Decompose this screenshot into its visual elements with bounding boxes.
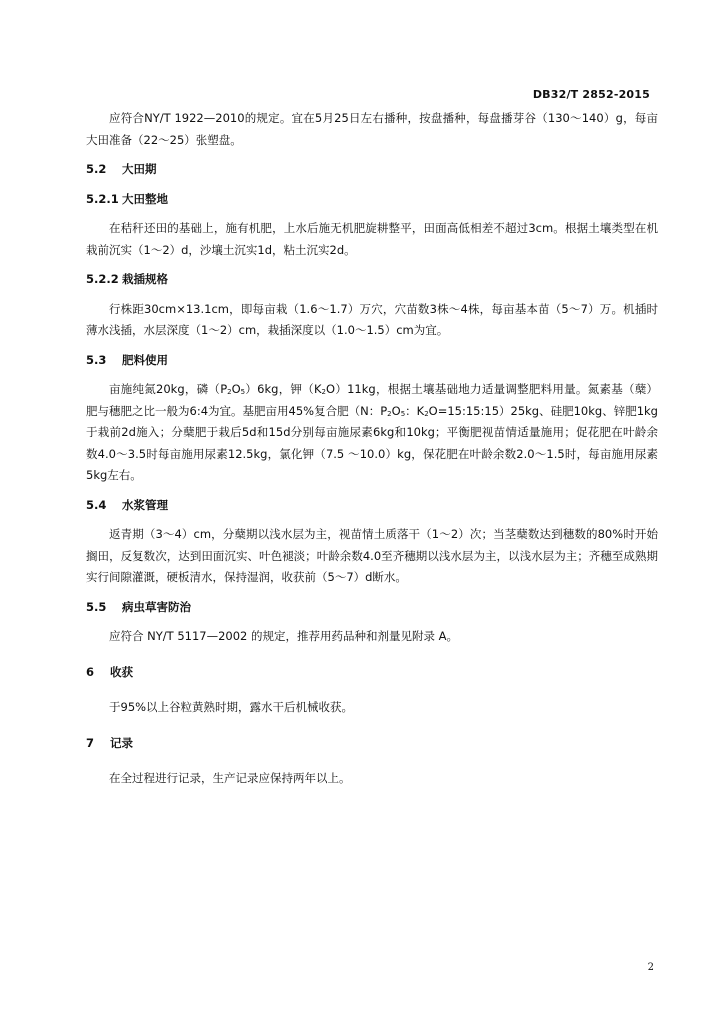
text-run: O — [391, 403, 401, 418]
section-number: 5.2.2 — [86, 272, 119, 286]
page-number: 2 — [647, 962, 654, 973]
subscript: 5 — [400, 409, 406, 418]
section-heading-5-2-1 — [86, 189, 658, 211]
section-heading-5-2 — [86, 159, 658, 181]
section-number: 5.5 — [86, 599, 107, 614]
text-run: ）6kg，钾（K — [245, 382, 322, 396]
paragraph-5-4: 返青期（3～4）cm，分蘖期以浅水层为主，视苗情土质落干（1～2）次；当茎蘖数达到穗数的80%时开始搁田，反复数次，达到田面沉实、叶色褪淡；叶龄余数4.0至齐穗期以浅水层为主，以浅水层为主；齐穗至成熟期实行间隙灌溉，硬板清水，保持湿润，收获前（5～7）d断水。 — [86, 527, 658, 584]
section-number: 5.3 — [86, 352, 107, 367]
document-body — [86, 108, 658, 790]
section-heading-5-4 — [86, 495, 658, 517]
subscript: 2 — [424, 409, 429, 418]
paragraph-5-5: 应符合 NY/T 5117—2002 的规定，推荐用药品种和剂量见附录 A。 — [109, 629, 459, 643]
section-title: 水浆管理 — [122, 497, 168, 512]
text-run: 亩施纯氮20kg，磷（P — [109, 382, 228, 396]
subscript: 2 — [321, 388, 327, 396]
text-run: O）11kg，根据土壤基础地力适量调整肥料用量。氮素基（蘖）肥与穗肥之比一般为6:4为宜。基肥亩用45%复合肥（N：P — [86, 382, 658, 418]
section-title: 病虫草害防治 — [122, 599, 191, 614]
section-number: 5.2 — [86, 162, 107, 176]
section-heading-6 — [86, 662, 658, 684]
section-title: 大田整地 — [122, 191, 168, 206]
section-number: 7 — [86, 735, 95, 750]
section-title: 肥料使用 — [122, 352, 168, 367]
text-run: O=15:15:15）25kg、硅肥10kg、锌肥1kg于栽前2d施入；分蘖肥于栽后5d和15d分别每亩施尿素6kg和10kg；平衡肥视苗情适量施用；促花肥在叶龄余数4.0～3.5时每亩施用尿素12.5kg，氯化钾（7.5 ～10.0）kg，保花肥在叶龄余数2.0～1.5时，每亩施用尿素5kg左右。 — [86, 403, 658, 482]
section-number: 6 — [86, 664, 95, 679]
text-run: ：K — [405, 403, 425, 418]
section-heading-5-2-2 — [86, 269, 658, 291]
paragraph-5-2-2: 行株距30cm×13.1cm，即每亩栽（1.6～1.7）万穴，穴苗数3株～4株，每亩基本苗（5～7）万。机插时薄水浅插，水层深度（1～2）cm，栽插深度以（1.0～1.5）cm为宜。 — [86, 301, 658, 337]
paragraph-5-3 — [86, 379, 658, 487]
section-heading-7 — [86, 733, 658, 755]
text-run: O — [231, 382, 241, 396]
intro-paragraph: 应符合NY/T 1922—2010的规定。宜在5月25日左右播种，按盘播种，每盘播芽谷（130～140）g，每亩大田准备（22～25）张塑盘。 — [86, 111, 658, 147]
subscript: 5 — [240, 388, 246, 396]
section-heading-5-5 — [86, 597, 658, 619]
paragraph-7: 在全过程进行记录，生产记录应保持两年以上。 — [109, 771, 351, 785]
paragraph-6: 于95%以上谷粒黄熟时期，露水干后机械收获。 — [109, 700, 354, 714]
section-title: 大田期 — [122, 162, 157, 176]
section-title: 记录 — [110, 735, 133, 750]
section-number: 5.2.1 — [86, 191, 119, 206]
subscript: 2 — [387, 409, 392, 418]
section-number: 5.4 — [86, 497, 107, 512]
document-code: DB32/T 2852-2015 — [532, 88, 650, 101]
paragraph-5-2-1: 在秸秆还田的基础上，施有机肥，上水后施无机肥旋耕整平，田面高低相差不超过3cm。根据土壤类型在机栽前沉实（1～2）d，沙壤土沉实1d，粘土沉实2d。 — [86, 221, 658, 257]
subscript: 2 — [227, 388, 232, 396]
section-title: 栽插规格 — [122, 272, 168, 286]
section-title: 收获 — [110, 664, 133, 679]
section-heading-5-3 — [86, 350, 658, 372]
